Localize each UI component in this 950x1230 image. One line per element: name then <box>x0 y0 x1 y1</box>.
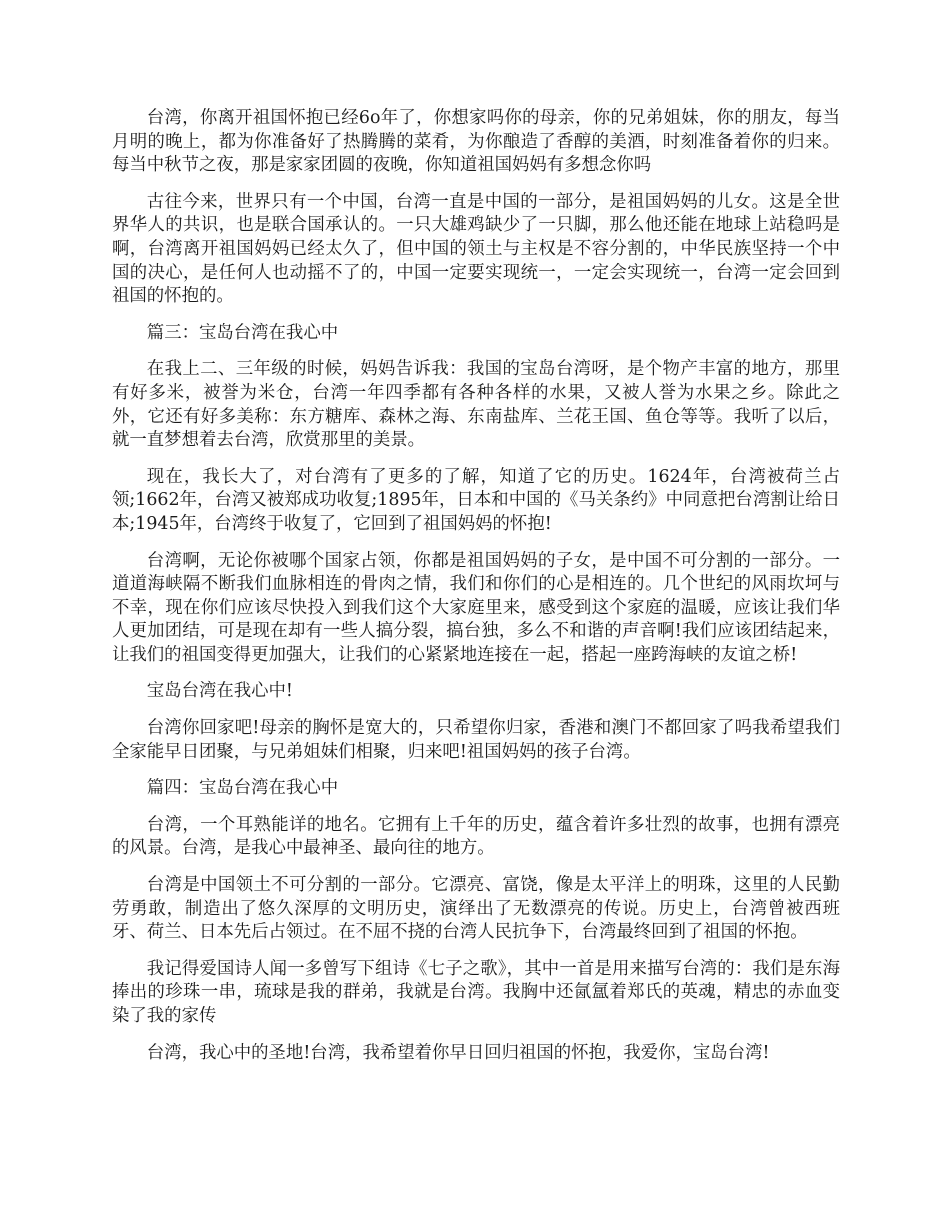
paragraph: 在我上二、三年级的时候，妈妈告诉我：我国的宝岛台湾呀，是个物产丰富的地方，那里有好多米，被誉为米仓，台湾一年四季都有各种各样的水果，又被人誉为水果之乡。除此之外，它还有好多美称：东方糖库、森林之海、东南盐库、兰花王国、鱼仓等等。我听了以后，就一直梦想着去台湾，欣赏那里的美景。 <box>112 359 840 451</box>
paragraph: 台湾，我心中的圣地!台湾，我希望着你早日回归祖国的怀抱，我爱你，宝岛台湾! <box>146 1042 770 1063</box>
paragraph: 台湾，你离开祖国怀抱已经6o年了，你想家吗你的母亲，你的兄弟姐妹，你的朋友，每当月明的晚上，都为你准备好了热腾腾的菜肴，为你酿造了香醇的美酒，时刻准备着你的归来。每当中秋节之夜，那是家家团圆的夜晚，你知道祖国妈妈有多想念你吗 <box>112 108 840 176</box>
document-page <box>112 107 840 1078</box>
section-heading: 篇四：宝岛台湾在我心中 <box>146 778 339 799</box>
paragraph: 台湾，一个耳熟能详的地名。它拥有上千年的历史，蕴含着许多壮烈的故事，也拥有漂亮的风景。台湾，是我心中最神圣、最向往的地方。 <box>112 814 840 859</box>
paragraph: 台湾啊，无论你被哪个国家占领，你都是祖国妈妈的子女，是中国不可分割的一部分。一道道海峡隔不断我们血脉相连的骨肉之情，我们和你们的心是相连的。几个世纪的风雨坎坷与不幸，现在你们应该尽快投入到我们这个大家庭里来，感受到这个家庭的温暖，应该让我们华人更加团结，可是现在却有一些人搞分裂，搞台独，多么不和谐的声音啊!我们应该团结起来，让我们的祖国变得更加强大，让我们的心紧紧地连接在一起，搭起一座跨海峡的友谊之桥! <box>112 550 840 665</box>
paragraph: 台湾是中国领土不可分割的一部分。它漂亮、富饶，像是太平洋上的明珠，这里的人民勤劳勇敢，制造出了悠久深厚的文明历史，演绎出了无数漂亮的传说。历史上，台湾曾被西班牙、荷兰、日本先后占领过。在不屈不挠的台湾人民抗争下，台湾最终回到了祖国的怀抱。 <box>112 875 840 943</box>
paragraph: 古往今来，世界只有一个中国，台湾一直是中国的一部分，是祖国妈妈的儿女。这是全世界华人的共识，也是联合国承认的。一只大雄鸡缺少了一只脚，那么他还能在地球上站稳吗是啊，台湾离开祖国妈妈已经太久了，但中国的领土与主权是不容分割的，中华民族坚持一个中国的决心，是任何人也动摇不了的，中国一定要实现统一，一定会实现统一，台湾一定会回到祖国的怀抱的。 <box>112 191 840 307</box>
paragraph: 我记得爱国诗人闻一多曾写下组诗《七子之歌》，其中一首是用来描写台湾的：我们是东海捧出的珍珠一串，琉球是我的群弟，我就是台湾。我胸中还氤氲着郑氏的英魂，精忠的赤血变染了我的家传 <box>112 958 840 1026</box>
section-heading: 篇三：宝岛台湾在我心中 <box>146 322 339 343</box>
paragraph: 现在，我长大了，对台湾有了更多的了解，知道了它的历史。1624年，台湾被荷兰占领;1662年，台湾又被郑成功收复;1895年，日本和中国的《马关条约》中同意把台湾割让给日本;1945年，台湾终于收复了，它回到了祖国妈妈的怀抱! <box>112 466 840 534</box>
section-heading: 宝岛台湾在我心中! <box>146 681 293 702</box>
paragraph: 台湾你回家吧!母亲的胸怀是宽大的，只希望你归家，香港和澳门不都回家了吗我希望我们全家能早日团聚，与兄弟姐妹们相聚，归来吧!祖国妈妈的孩子台湾。 <box>112 718 840 762</box>
